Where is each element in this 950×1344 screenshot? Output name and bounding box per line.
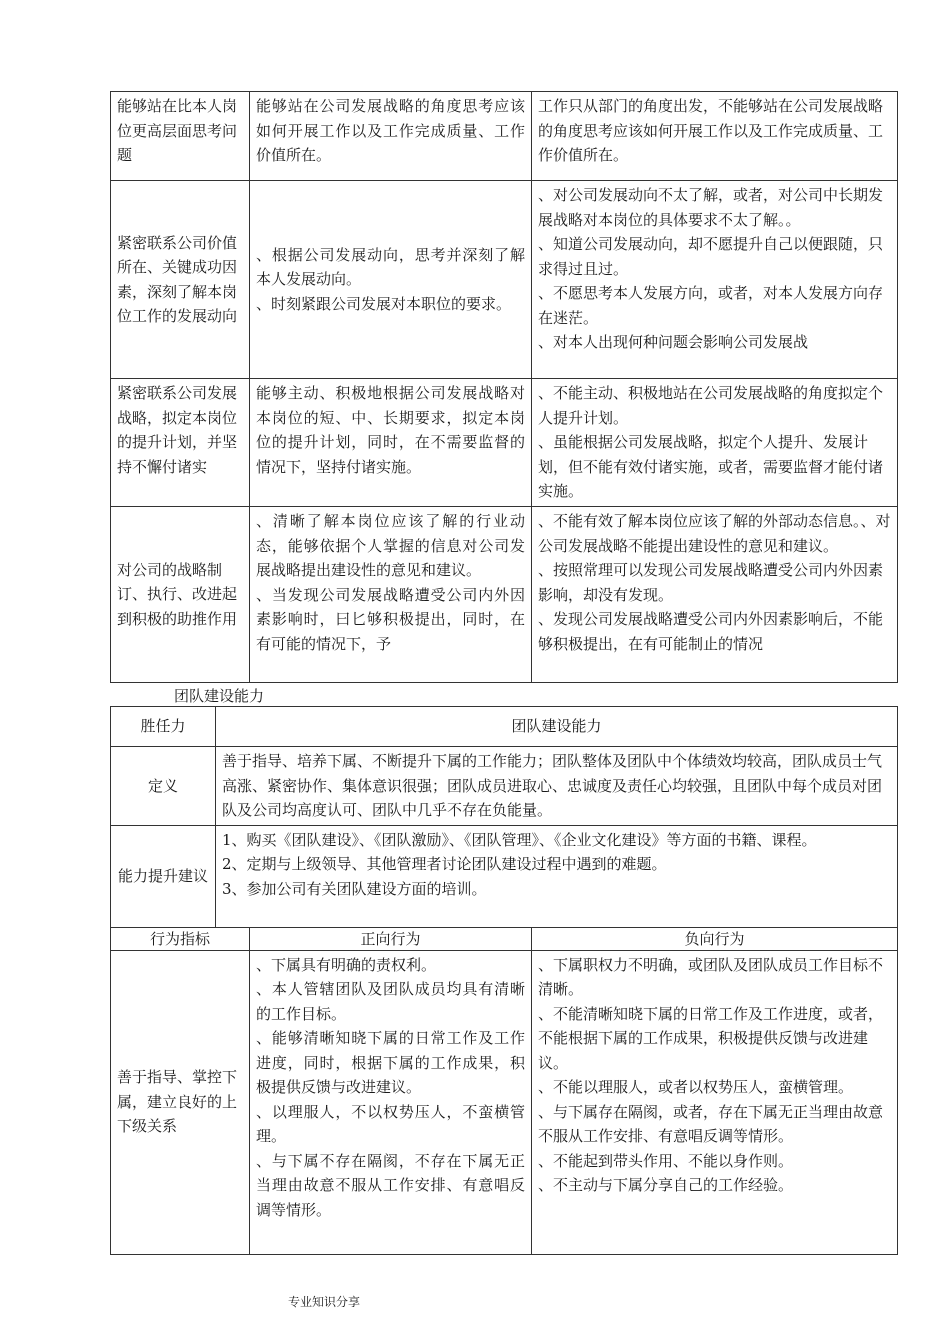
- page-footer: 专业知识分享: [288, 1295, 361, 1309]
- header-negative: 负向行为: [532, 927, 898, 950]
- indicator-cell: [111, 507, 250, 683]
- suggestion-item: 3、参加公司有关团队建设方面的培训。: [222, 879, 487, 898]
- positive-text: 、当发现公司发展战略遭受公司内外因素影响时，曰匕够积极提出，同时，在有可能的情况下，予: [256, 585, 525, 653]
- section-title: 团队建设能力: [174, 687, 265, 705]
- suggestion-cell: [216, 825, 898, 927]
- negative-text: 、下属职权力不明确，或团队及团队成员工作目标不清晰。: [538, 955, 884, 998]
- suggestion-item: 2、定期与上级领导、其他管理者讨论团队建设过程中遇到的难题。: [222, 855, 667, 873]
- negative-text: 、不能起到带头作用、不能以身作则。: [538, 1151, 794, 1170]
- competency-label: 胜任力: [111, 707, 216, 747]
- header-positive: 正向行为: [250, 927, 532, 950]
- negative-text: 、不能主动、积极地站在公司发展战略的角度拟定个人提升计划。: [538, 384, 884, 427]
- negative-text: 工作只从部门的角度出发，不能够站在公司发展战略的角度思考应该如何开展工作以及工作完成质量、工作价值所在。: [538, 97, 884, 164]
- negative-text: 、不能清晰知晓下属的日常工作及工作进度，或者，不能根据下属的工作成果，积极提供反馈与改进建议。: [538, 1004, 884, 1072]
- indicator-cell: [111, 950, 250, 1254]
- competency-table-team-building: [110, 706, 898, 1255]
- positive-cell: [250, 950, 532, 1254]
- indicator-cell: [111, 181, 250, 379]
- negative-text: 、不主动与下属分享自己的工作经验。: [538, 1176, 794, 1194]
- negative-text: 、对本人出现何种问题会影响公司发展战: [538, 333, 809, 351]
- definition-cell: [216, 747, 898, 826]
- positive-text: 、根据公司发展动向，思考并深刻了解本人发展动向。: [256, 245, 525, 289]
- positive-text: 、清晰了解本岗位应该了解的行业动态，能够依据个人掌握的信息对公司发展战略提出建设性的意见和建议。: [256, 512, 525, 579]
- competency-value: 团队建设能力: [216, 707, 898, 747]
- indicator-text: 紧密联系公司价值所在、关键成功因素，深刻了解本岗位工作的发展动向: [117, 233, 238, 325]
- positive-cell: [250, 379, 532, 507]
- positive-text: 能够站在公司发展战略的角度思考应该如何开展工作以及工作完成质量、工作价值所在。: [256, 97, 525, 164]
- positive-text: 、时刻紧跟公司发展对本职位的要求。: [256, 294, 512, 313]
- negative-cell: [532, 507, 898, 683]
- indicator-text: 能够站在比本人岗位更高层面思考问题: [117, 97, 238, 164]
- positive-text: 、与下属不存在隔阂，不存在下属无正当理由故意不服从工作安排、有意唱反调等情形。: [256, 1151, 525, 1219]
- negative-cell: [532, 92, 898, 181]
- negative-cell: [532, 181, 898, 379]
- negative-cell: [532, 950, 898, 1254]
- negative-text: 、不能有效了解本岗位应该了解的外部动态信息。、对公司发展战略不能提出建设性的意见和建议。: [538, 512, 891, 555]
- positive-text: 、以理服人，不以权势压人，不蛮横管理。: [256, 1102, 525, 1145]
- positive-text: 、本人管辖团队及团队成员均具有清晰的工作目标。: [256, 980, 525, 1023]
- indicator-text: 对公司的战略制订、执行、改进起到积极的助推作用: [117, 560, 238, 628]
- negative-text: 、发现公司发展战略遭受公司内外因素影响后，不能够积极提出，在有可能制止的情况: [538, 610, 884, 653]
- negative-text: 、对公司发展动向不太了解，或者，对公司中长期发展战略对本岗位的具体要求不太了解。。: [538, 186, 884, 229]
- negative-cell: [532, 379, 898, 507]
- definition-text: 善于指导、培养下属、不断提升下属的工作能力；团队整体及团队中个体绩效均较高，团队成员士气高涨、紧密协作、集体意识很强；团队成员进取心、忠诚度及责任心均较强，且团队中每个成员对团队及公司均高度认可、团队中几乎不存在负能量。: [222, 752, 883, 819]
- indicator-text: 紧密联系公司发展战略，拟定本岗位的提升计划，并坚持不懈付诸实: [117, 384, 238, 476]
- positive-text: 能够主动、积极地根据公司发展战略对本岗位的短、中、长期要求，拟定本岗位的提升计划，同时，在不需要监督的情况下，坚持付诸实施。: [256, 384, 525, 476]
- negative-text: 、虽能根据公司发展战略，拟定个人提升、发展计划，但不能有效付诸实施，或者，需要监督才能付诸实施。: [538, 433, 884, 500]
- negative-text: 、不能以理服人，或者以权势压人，蛮横管理。: [538, 1078, 854, 1096]
- behavior-table-strategic: [110, 91, 898, 683]
- indicator-cell: [111, 92, 250, 181]
- positive-text: 、下属具有明确的责权利。: [256, 955, 437, 974]
- negative-text: 、不愿思考本人发展方向，或者，对本人发展方向存在迷茫。: [538, 284, 884, 327]
- positive-text: 、能够清晰知晓下属的日常工作及工作进度，同时，根据下属的工作成果，积极提供反馈与改进建议。: [256, 1029, 525, 1096]
- negative-text: 、知道公司发展动向，却不愿提升自己以便跟随，只求得过且过。: [538, 235, 884, 278]
- positive-cell: [250, 181, 532, 379]
- positive-cell: [250, 92, 532, 181]
- indicator-cell: [111, 379, 250, 507]
- header-indicator: 行为指标: [111, 927, 250, 950]
- suggestion-item: 1、购买《团队建设》、《团队激励》、《团队管理》、《企业文化建设》等方面的书籍、课程。: [222, 830, 817, 849]
- negative-text: 、与下属存在隔阂，或者，存在下属无正当理由故意不服从工作安排、有意唱反调等情形。: [538, 1102, 884, 1145]
- suggestion-label: 能力提升建议: [111, 825, 216, 927]
- indicator-text: 善于指导、掌控下属，建立良好的上下级关系: [117, 1068, 238, 1136]
- negative-text: 、按照常理可以发现公司发展战略遭受公司内外因素影响，却没有发现。: [538, 561, 884, 604]
- definition-label: 定义: [111, 747, 216, 826]
- positive-cell: [250, 507, 532, 683]
